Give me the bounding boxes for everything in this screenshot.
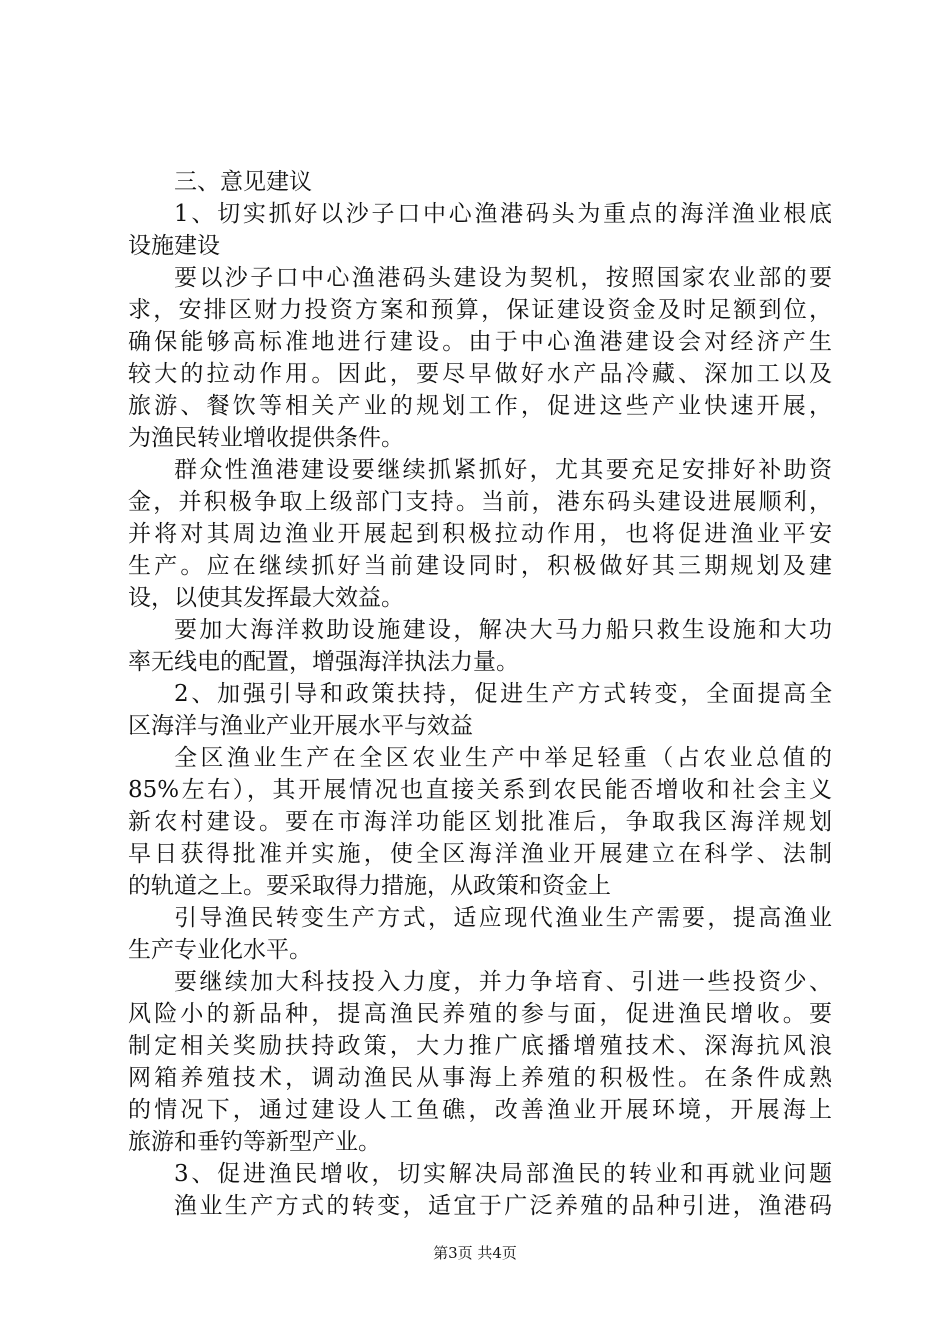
paragraph-line: 生产。应在继续抓好当前建设同时，积极做好其三期规划及建 (128, 553, 832, 579)
subsection-heading-2: 2、加强引导和政策扶持，促进生产方式转变，全面提高全 (174, 681, 832, 707)
paragraph-line: 生产专业化水平。 (128, 937, 312, 963)
paragraph-line: 设，以使其发挥最大效益。 (128, 585, 404, 611)
paragraph-line: 全区渔业生产在全区农业生产中举足轻重（占农业总值的 (174, 745, 832, 771)
subsection-heading-2-cont: 区海洋与渔业产业开展水平与效益 (128, 713, 473, 739)
paragraph-line: 求，安排区财力投资方案和预算，保证建设资金及时足额到位， (128, 297, 832, 323)
paragraph-line: 风险小的新品种，提高渔民养殖的参与面，促进渔民增收。要 (128, 1001, 832, 1027)
subsection-heading-1-cont: 设施建设 (128, 233, 220, 259)
paragraph-line: 早日获得批准并实施，使全区海洋渔业开展建立在科学、法制 (128, 841, 832, 867)
paragraph-line: 引导渔民转变生产方式，适应现代渔业生产需要，提高渔业 (174, 905, 832, 931)
paragraph-line: 的轨道之上。要采取得力措施，从政策和资金上 (128, 873, 611, 899)
paragraph-line: 率无线电的配置，增强海洋执法力量。 (128, 649, 519, 675)
paragraph-line: 并将对其周边渔业开展起到积极拉动作用，也将促进渔业平安 (128, 521, 832, 547)
paragraph-line: 为渔民转业增收提供条件。 (128, 425, 404, 451)
paragraph-line: 群众性渔港建设要继续抓紧抓好，尤其要充足安排好补助资 (174, 457, 832, 483)
paragraph-line: 要以沙子口中心渔港码头建设为契机，按照国家农业部的要 (174, 265, 832, 291)
paragraph-line: 制定相关奖励扶持政策，大力推广底播增殖技术、深海抗风浪 (128, 1033, 832, 1059)
paragraph-line: 旅游和垂钓等新型产业。 (128, 1129, 381, 1155)
paragraph-line: 要继续加大科技投入力度，并力争培育、引进一些投资少、 (174, 969, 832, 995)
paragraph-line: 金，并积极争取上级部门支持。当前，港东码头建设进展顺利， (128, 489, 832, 515)
subsection-heading-3: 3、促进渔民增收，切实解决局部渔民的转业和再就业问题 (174, 1161, 832, 1187)
paragraph-line: 渔业生产方式的转变，适宜于广泛养殖的品种引进，渔港码 (174, 1193, 832, 1219)
paragraph-line: 新农村建设。要在市海洋功能区划批准后，争取我区海洋规划 (128, 809, 832, 835)
section-heading: 三、意见建议 (174, 169, 312, 195)
paragraph-line: 要加大海洋救助设施建设，解决大马力船只救生设施和大功 (174, 617, 832, 643)
paragraph-line: 的情况下，通过建设人工鱼礁，改善渔业开展环境，开展海上 (128, 1097, 832, 1123)
paragraph-line: 旅游、餐饮等相关产业的规划工作，促进这些产业快速开展， (128, 393, 832, 419)
paragraph-line: 确保能够高标准地进行建设。由于中心渔港建设会对经济产生 (128, 329, 832, 355)
subsection-heading-1: 1、切实抓好以沙子口中心渔港码头为重点的海洋渔业根底 (174, 201, 832, 227)
page-number-footer: 第3页 共4页 (433, 1244, 517, 1262)
paragraph-line: 85%左右），其开展情况也直接关系到农民能否增收和社会主义 (128, 777, 832, 803)
paragraph-line: 网箱养殖技术，调动渔民从事海上养殖的积极性。在条件成熟 (128, 1065, 832, 1091)
document-body (128, 166, 832, 1222)
paragraph-line: 较大的拉动作用。因此，要尽早做好水产品冷藏、深加工以及 (128, 361, 832, 387)
